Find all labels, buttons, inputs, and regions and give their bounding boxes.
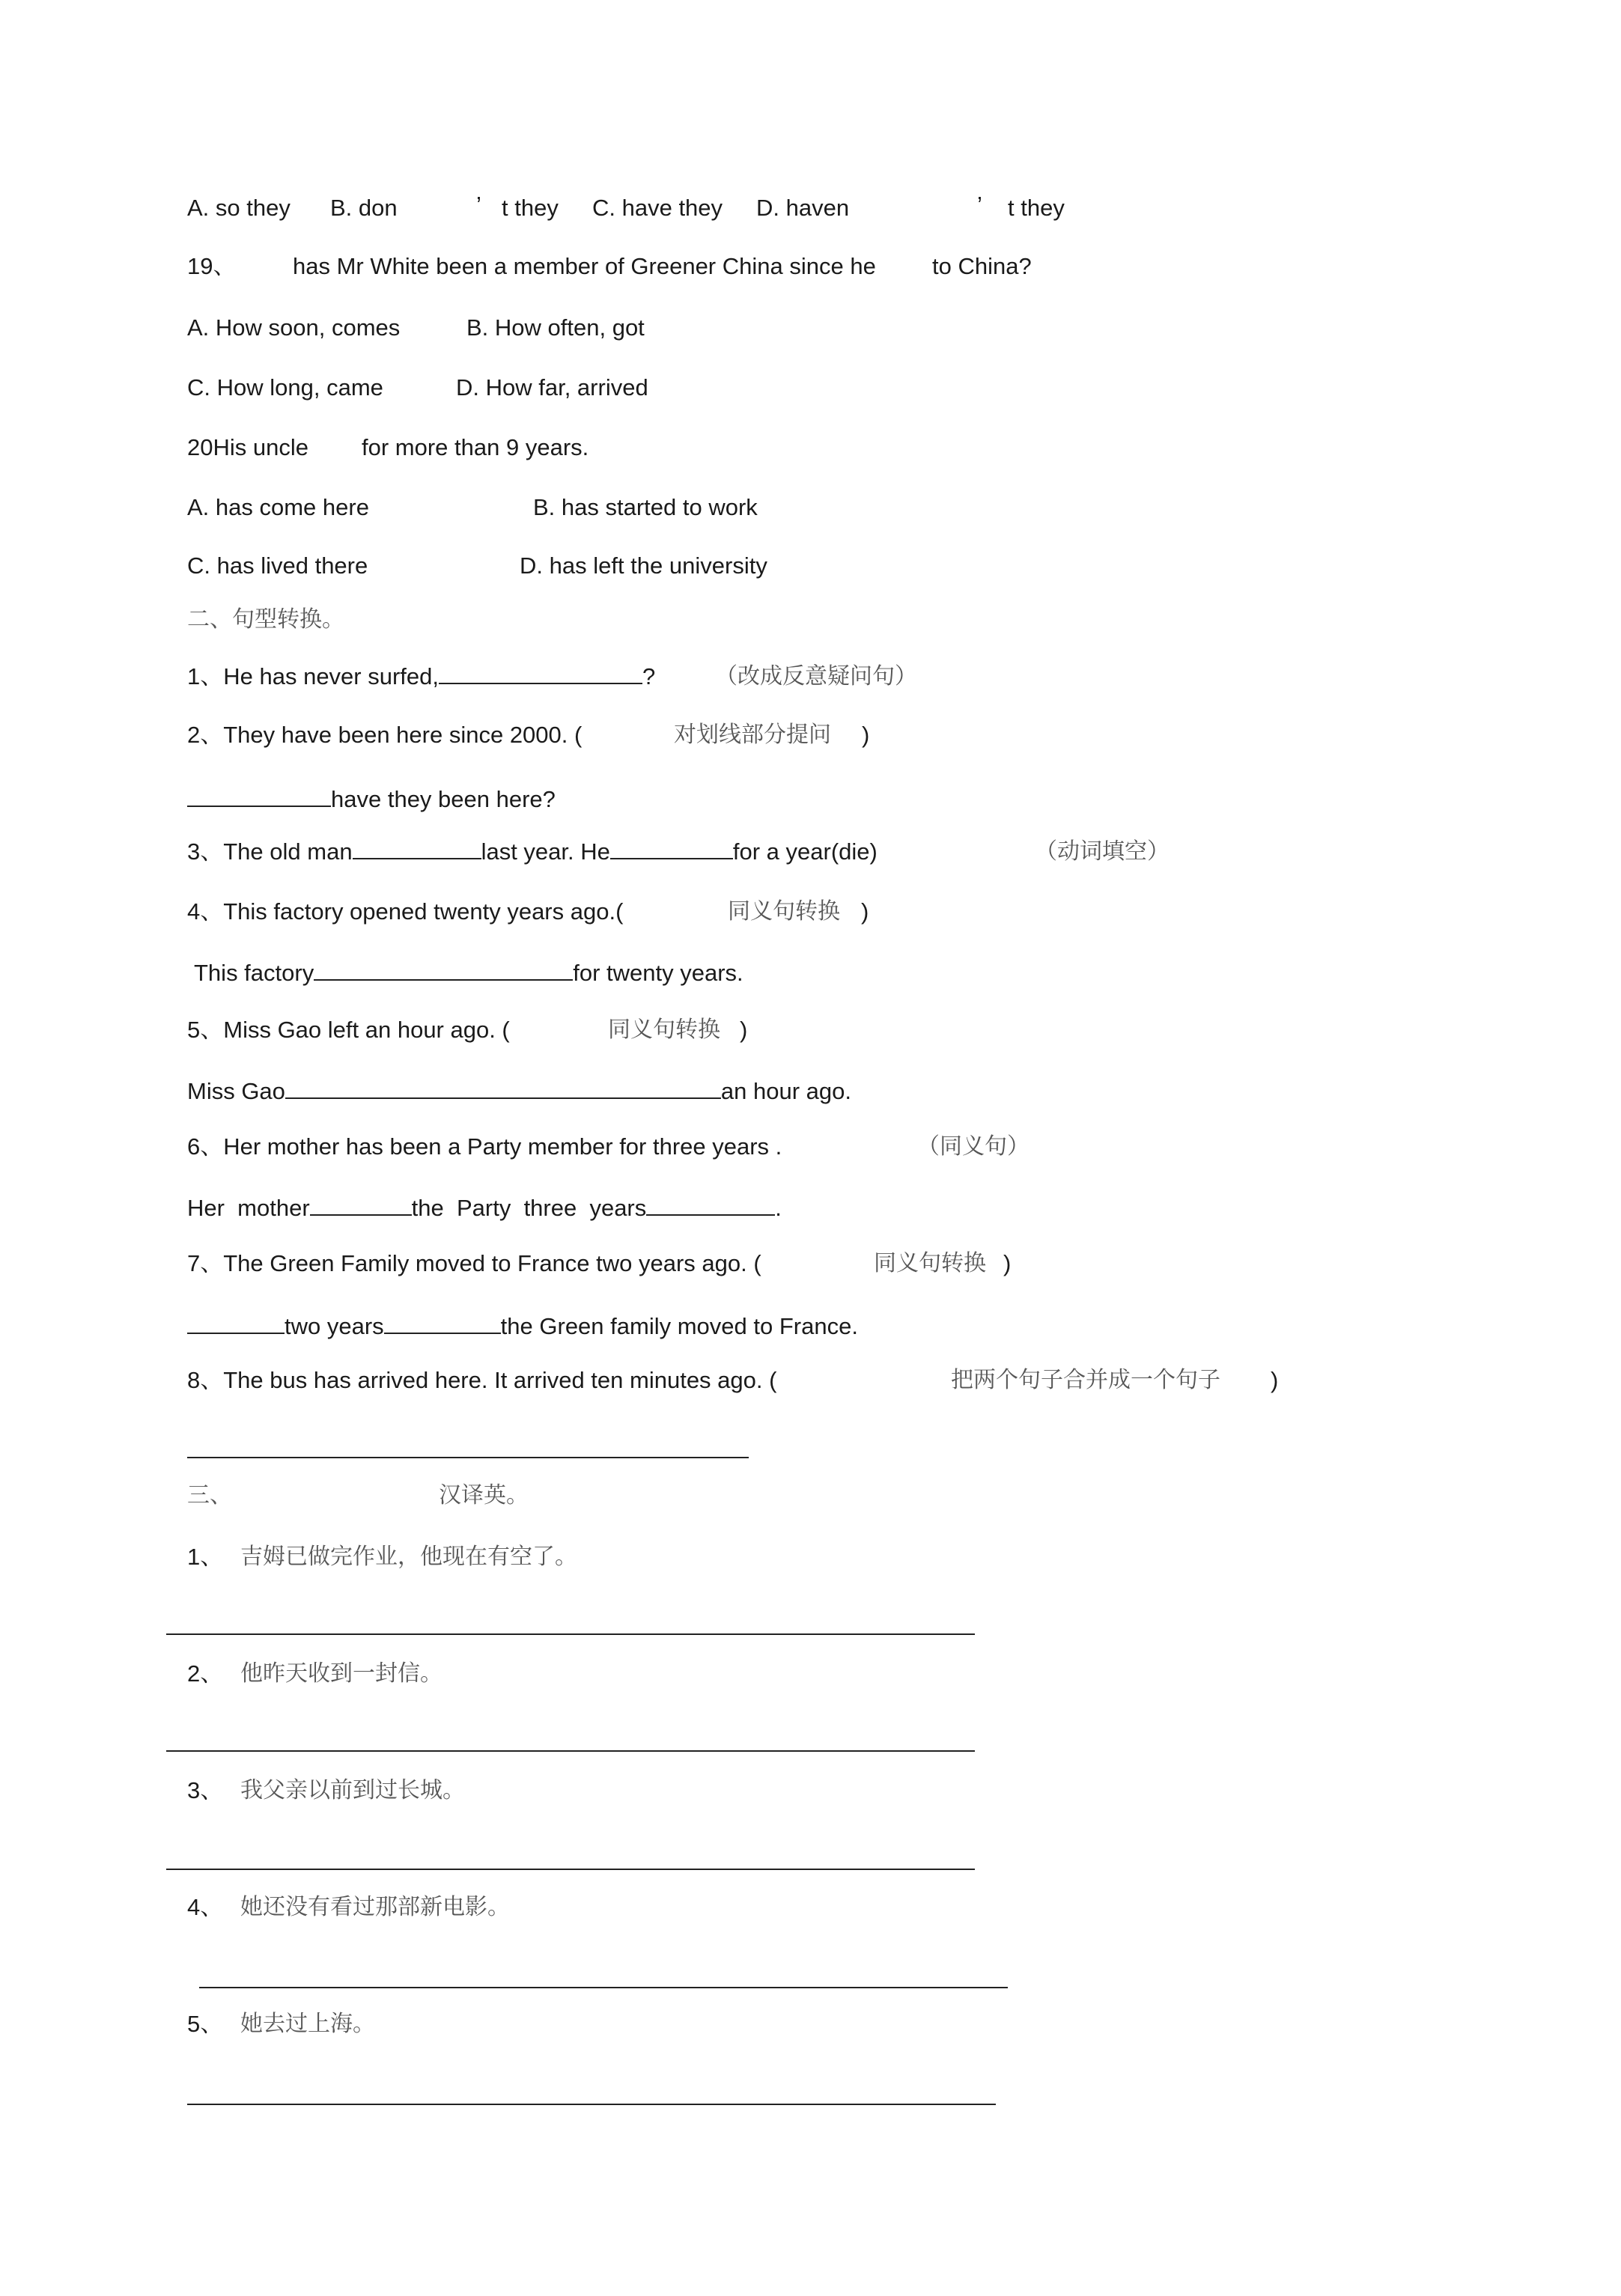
q20-stem-part2: for more than 9 years. <box>362 434 589 460</box>
q18-option-d-part2: t they <box>1008 195 1065 221</box>
s2-item7-blank-2 <box>384 1312 501 1334</box>
q18-option-b-part2: t they <box>502 195 559 221</box>
s2-item6-blank-1 <box>310 1193 412 1216</box>
s2-item5-close: ) <box>740 1017 748 1043</box>
s2-item3-blank-1 <box>353 837 481 859</box>
s2-item2-close: ) <box>862 722 870 748</box>
s2-item6-note: （同义句） <box>917 1133 1030 1160</box>
s2-item3-text-b: last year. He <box>481 838 610 865</box>
q18-option-a: A. so they <box>187 195 291 221</box>
s2-item5-answer-tail: an hour ago. <box>720 1078 852 1104</box>
q20-stem-part1: 20His uncle <box>187 434 308 460</box>
q18-option-b-part1: B. don <box>330 195 398 221</box>
q19-option-c: C. How long, came <box>187 374 383 401</box>
s2-item4-close: ) <box>861 898 869 925</box>
q19-stem-tail: to China? <box>932 253 1032 279</box>
s2-item6-blank-2 <box>646 1193 775 1216</box>
s3-item5-number: 5、 <box>187 2011 224 2037</box>
s2-item5-answer-head: Miss Gao <box>187 1078 285 1104</box>
q20-option-d: D. has left the university <box>520 552 767 579</box>
q18-option-d-apostrophe: ’ <box>977 192 982 218</box>
s2-item7-answer <box>187 1312 858 1342</box>
s2-item7-close: ) <box>1003 1250 1012 1276</box>
s2-item3-text-a: 3、The old man <box>187 838 353 865</box>
s2-item5-blank <box>285 1077 721 1099</box>
q18-option-b-apostrophe: ’ <box>476 192 481 218</box>
s3-item4-text: 她还没有看过那部新电影。 <box>240 1894 510 1920</box>
s3-item1-number: 1、 <box>187 1544 224 1570</box>
q18-option-d-part1: D. haven <box>756 195 850 221</box>
s2-item1-text: 1、He has never surfed, <box>187 663 440 689</box>
s3-item2-answer-line <box>166 1750 975 1752</box>
s2-item4-answer-tail: for twenty years. <box>573 960 743 986</box>
s2-item2-answer-tail: have they been here? <box>331 786 556 812</box>
s2-item7-blank-1 <box>187 1312 285 1334</box>
s2-item6-answer-mid: the Party three years <box>411 1195 647 1221</box>
section3-title: 汉译英。 <box>439 1482 529 1508</box>
s2-item3 <box>187 837 878 867</box>
q19-option-a: A. How soon, comes <box>187 314 401 341</box>
s2-item2-text: 2、They have been here since 2000. ( <box>187 722 583 748</box>
q19-option-d: D. How far, arrived <box>456 374 648 401</box>
s3-item3-text: 我父亲以前到过长城。 <box>240 1777 465 1803</box>
s2-item4-answer <box>194 958 743 988</box>
s3-item3-answer-line <box>166 1869 975 1870</box>
q20-option-a: A. has come here <box>187 494 369 520</box>
s3-item5-answer-line <box>187 2104 996 2105</box>
q20-option-b: B. has started to work <box>533 494 758 520</box>
s3-item1-answer-line <box>166 1633 975 1635</box>
s2-item1 <box>187 662 655 692</box>
q19-stem: has Mr White been a member of Greener China since he <box>293 253 876 279</box>
s2-item5-answer <box>187 1077 851 1106</box>
s2-item7-note: 同义句转换 <box>874 1250 986 1276</box>
q20-option-c: C. has lived there <box>187 552 368 579</box>
s2-item7-text: 7、The Green Family moved to France two years ago. ( <box>187 1250 761 1276</box>
s3-item5-text: 她去过上海。 <box>240 2011 375 2037</box>
s3-item3-number: 3、 <box>187 1777 224 1803</box>
s2-item3-note: （动词填空） <box>1035 838 1170 865</box>
s3-item1-text: 吉姆已做完作业，他现在有空了。 <box>240 1544 577 1570</box>
s2-item2-note: 对划线部分提问 <box>674 722 831 748</box>
s2-item1-end: ? <box>642 663 656 689</box>
s2-item4-note: 同义句转换 <box>728 898 840 925</box>
q19-number: 19、 <box>187 253 237 279</box>
q19-option-b: B. How often, got <box>466 314 645 341</box>
s2-item2-answer <box>187 785 556 814</box>
s2-item1-note: （改成反意疑问句） <box>715 663 917 689</box>
s2-item5-text: 5、Miss Gao left an hour ago. ( <box>187 1017 510 1043</box>
q18-option-c: C. have they <box>592 195 723 221</box>
s2-item8-note: 把两个句子合并成一个句子 <box>951 1367 1220 1393</box>
s2-item6-answer-head: Her mother <box>187 1195 310 1221</box>
s2-item5-note: 同义句转换 <box>608 1017 720 1043</box>
s2-item4-blank <box>314 958 573 981</box>
s2-item3-blank-2 <box>610 837 733 859</box>
s2-item3-text-c: for a year(die) <box>732 838 878 865</box>
s2-item8-close: ) <box>1271 1367 1279 1393</box>
s2-item6-answer <box>187 1193 782 1223</box>
s2-item4-answer-head: This factory <box>194 960 314 986</box>
s3-item4-answer-line <box>199 1987 1008 1988</box>
section2-title: 二、句型转换。 <box>187 606 344 633</box>
s2-item2-blank <box>187 785 331 807</box>
s3-item2-number: 2、 <box>187 1660 224 1687</box>
s2-item6-answer-tail: . <box>775 1195 782 1221</box>
s2-item4-text: 4、This factory opened twenty years ago.( <box>187 898 624 925</box>
s2-item8-text: 8、The bus has arrived here. It arrived ten minutes ago. ( <box>187 1367 777 1393</box>
s3-item2-text: 他昨天收到一封信。 <box>240 1660 442 1687</box>
s2-item1-blank <box>439 662 642 684</box>
s2-item7-answer-tail: the Green family moved to France. <box>500 1313 858 1339</box>
s2-item6-text: 6、Her mother has been a Party member for three years . <box>187 1133 782 1160</box>
s3-item4-number: 4、 <box>187 1894 224 1920</box>
s2-item8-answer-line <box>187 1457 749 1458</box>
s2-item7-answer-mid: two years <box>285 1313 384 1339</box>
section3-number: 三、 <box>187 1482 232 1508</box>
